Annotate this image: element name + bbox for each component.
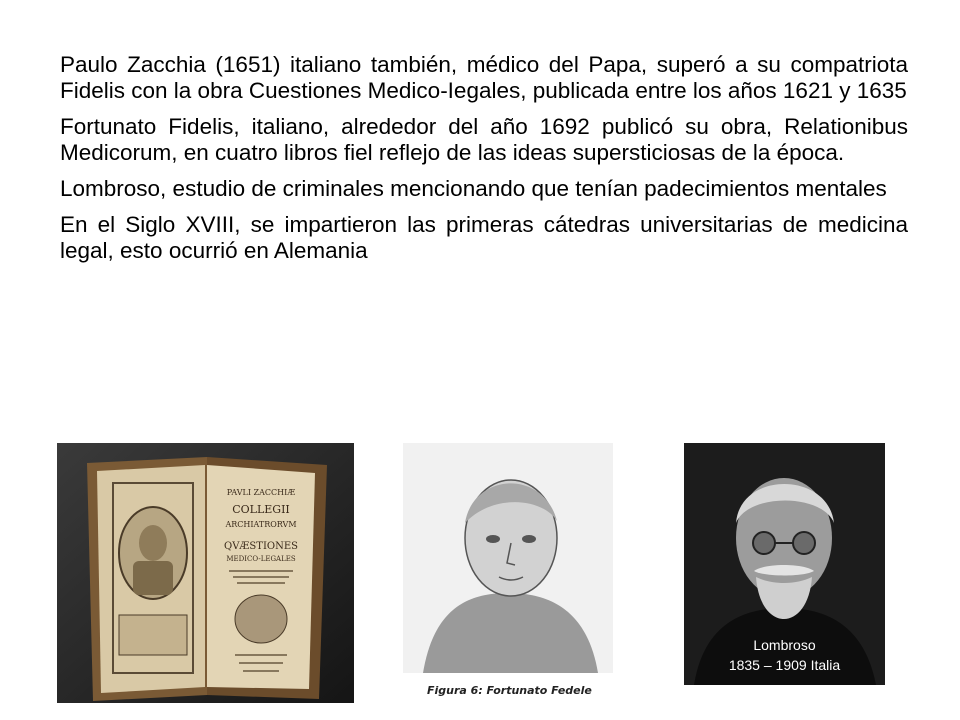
book-illustration <box>57 443 354 703</box>
lombroso-caption-dates: 1835 – 1909 Italia <box>728 657 841 673</box>
book-title-line: QVÆSTIONES <box>224 541 298 552</box>
paragraph-fidelis: Fortunato Fidelis, italiano, alrededor del año 1692 publicó su obra, Relationibus Medicorum, en cuatro libros fiel reflejo de las ideas supersticiosas de la época. <box>60 114 908 165</box>
slide-text <box>60 52 908 274</box>
lombroso-caption-name: Lombroso <box>753 637 816 653</box>
book-title-line: MEDICO-LEGALES <box>226 555 296 563</box>
lombroso-portrait <box>684 443 885 685</box>
book-title-line: COLLEGII <box>232 503 290 516</box>
book-photo <box>57 443 354 703</box>
lombroso-caption <box>684 635 885 675</box>
paragraph-zacchia: Paulo Zacchia (1651) italiano también, médico del Papa, superó a su compatriota Fidelis con la obra Cuestiones Medico-Iegales, publicada entre los años 1621 y 1635 <box>60 52 908 103</box>
paragraph-siglo-xviii: En el Siglo XVIII, se impartieron las primeras cátedras universitarias de medicina legal, esto ocurrió en Alemania <box>60 212 908 263</box>
fidele-sketch <box>403 443 613 705</box>
book-title-line: PAVLI ZACCHIÆ <box>226 488 296 497</box>
paragraph-lombroso: Lombroso, estudio de criminales mencionando que tenían padecimientos mentales <box>60 176 887 201</box>
book-title-line: ARCHIATRORVM <box>225 520 297 529</box>
fidele-caption: Figura 6: Fortunato Fedele <box>427 684 592 697</box>
fidele-portrait <box>403 443 613 705</box>
